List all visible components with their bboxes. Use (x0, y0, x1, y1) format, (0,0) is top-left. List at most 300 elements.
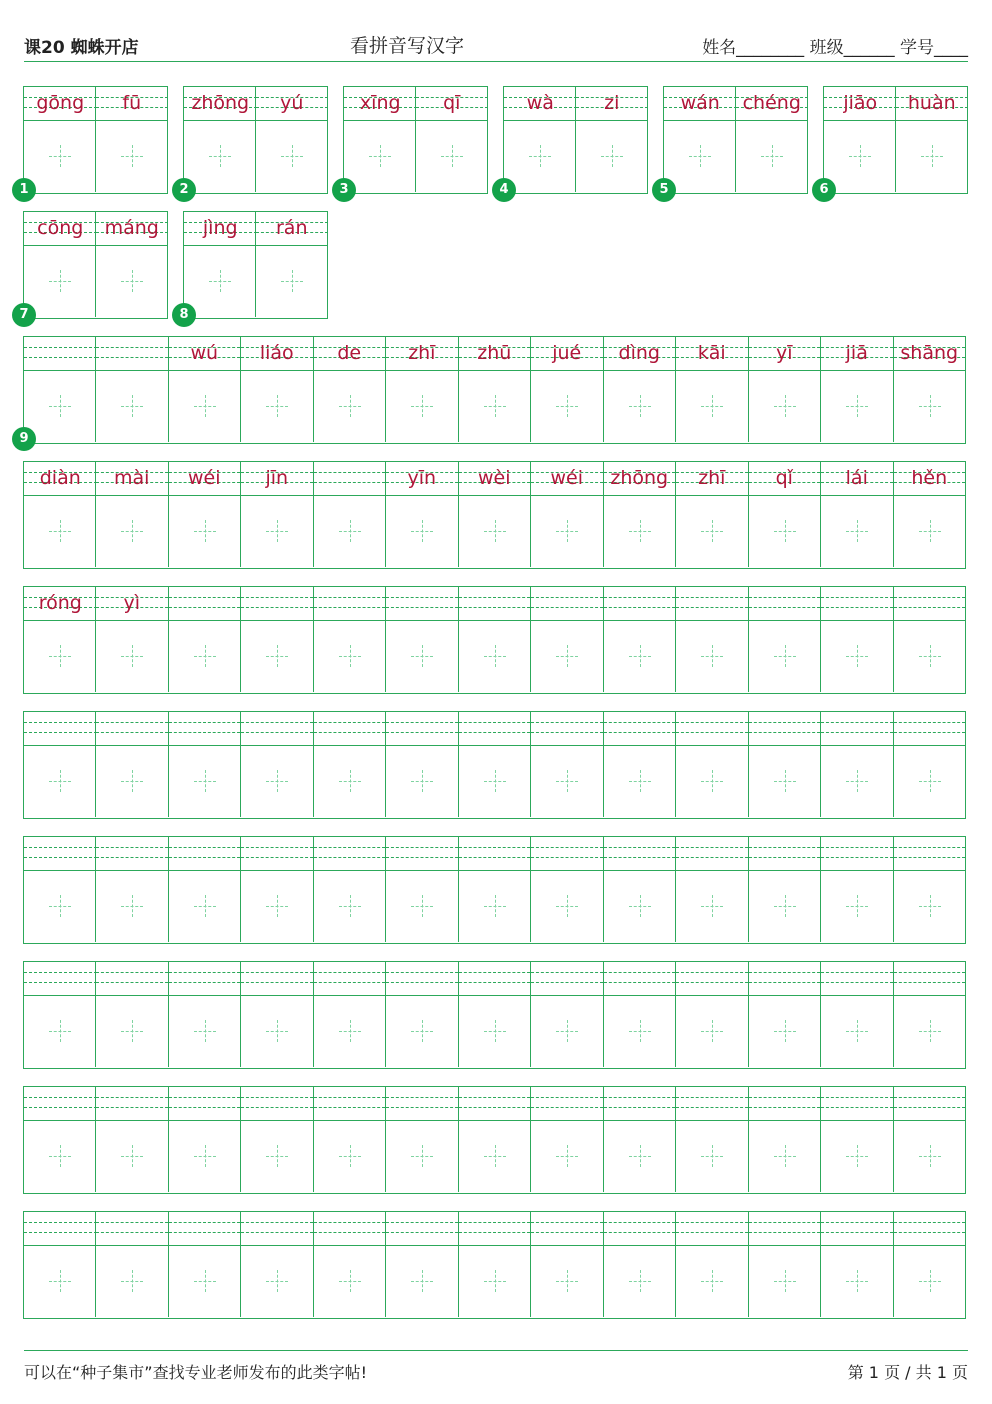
pinyin-label: róng (38, 592, 82, 614)
pinyin-zone (749, 1087, 821, 1121)
cell-center-guide (422, 1145, 423, 1167)
char-cell[interactable] (313, 337, 386, 442)
pinyin-zone (386, 337, 458, 371)
char-cell[interactable] (675, 337, 748, 442)
cell-center-guide (712, 395, 713, 417)
pinyin-guide-line (749, 1222, 821, 1223)
char-cell[interactable] (344, 87, 417, 192)
pinyin-guide-line (821, 972, 893, 973)
char-cell[interactable] (95, 962, 168, 1067)
pinyin-guide-line (314, 597, 386, 598)
pinyin-guide-line (169, 972, 241, 973)
pinyin-zone (96, 337, 168, 371)
char-cell[interactable] (820, 962, 893, 1067)
pinyin-zone (894, 712, 966, 746)
pinyin-guide-line (459, 722, 531, 723)
char-cell[interactable] (385, 962, 458, 1067)
char-cell[interactable] (748, 337, 821, 442)
char-cell[interactable] (458, 462, 531, 567)
char-cell[interactable] (675, 962, 748, 1067)
char-cell[interactable] (385, 337, 458, 442)
pinyin-guide-line (241, 1107, 313, 1108)
cell-center-guide (857, 520, 858, 542)
char-cell[interactable] (385, 462, 458, 567)
pinyin-zone (169, 1087, 241, 1121)
pinyin-zone (24, 837, 97, 871)
cell-center-guide (567, 1020, 568, 1042)
cell-center-guide (567, 770, 568, 792)
cell-center-guide (205, 1020, 206, 1042)
cell-center-guide (567, 1270, 568, 1292)
char-cell[interactable] (893, 962, 966, 1067)
pinyin-label: zi (604, 92, 620, 114)
pinyin-guide-line (749, 857, 821, 858)
char-cell[interactable] (385, 837, 458, 942)
cell-center-guide (567, 895, 568, 917)
pinyin-zone (386, 712, 458, 746)
pinyin-guide-line (314, 857, 386, 858)
cell-center-guide (350, 1145, 351, 1167)
pinyin-zone (314, 337, 386, 371)
cell-center-guide (422, 895, 423, 917)
cell-center-guide (785, 895, 786, 917)
pinyin-guide-line (241, 982, 313, 983)
char-cell[interactable] (458, 1087, 531, 1192)
pinyin-guide-line (821, 607, 893, 608)
char-cell[interactable] (24, 837, 97, 942)
pinyin-guide-line (459, 982, 531, 983)
pinyin-zone (821, 712, 893, 746)
cell-center-guide (712, 1270, 713, 1292)
char-cell[interactable] (748, 962, 821, 1067)
char-cell[interactable] (24, 212, 97, 317)
char-cell[interactable] (748, 1087, 821, 1192)
char-cell[interactable] (820, 712, 893, 817)
pinyin-guide-line (821, 857, 893, 858)
pinyin-zone (894, 962, 966, 996)
pinyin-guide-line (169, 722, 241, 723)
cell-center-guide (205, 1270, 206, 1292)
pinyin-zone (531, 462, 603, 496)
question-number-badge: 6 (812, 178, 836, 202)
pinyin-guide-line (314, 1222, 386, 1223)
char-cell[interactable] (893, 587, 966, 692)
char-grid-block (23, 336, 966, 444)
char-cell[interactable] (168, 837, 241, 942)
char-cell[interactable] (603, 962, 676, 1067)
pinyin-guide-line (241, 607, 313, 608)
cell-center-guide (422, 1020, 423, 1042)
pinyin-guide-line (386, 1107, 458, 1108)
pinyin-zone (821, 962, 893, 996)
char-cell[interactable] (530, 587, 603, 692)
pinyin-guide-line (749, 972, 821, 973)
cell-center-guide (60, 270, 61, 292)
char-cell[interactable] (530, 337, 603, 442)
pinyin-guide-line (676, 1107, 748, 1108)
question-number-badge: 5 (652, 178, 676, 202)
pinyin-label: wà (526, 92, 554, 114)
char-cell[interactable] (95, 212, 168, 317)
pinyin-guide-line (386, 847, 458, 848)
cell-center-guide (60, 1020, 61, 1042)
char-cell[interactable] (168, 587, 241, 692)
char-cell[interactable] (24, 587, 97, 692)
char-cell[interactable] (504, 87, 577, 192)
char-cell[interactable] (240, 962, 313, 1067)
cell-center-guide (60, 520, 61, 542)
pinyin-guide-line (169, 1107, 241, 1108)
pinyin-zone (676, 962, 748, 996)
pinyin-label: diàn (39, 467, 81, 489)
char-cell[interactable] (458, 837, 531, 942)
pinyin-zone (386, 962, 458, 996)
pinyin-guide-line (24, 357, 97, 358)
char-cell[interactable] (95, 87, 168, 192)
pinyin-zone (24, 1087, 97, 1121)
pinyin-guide-line (531, 607, 603, 608)
cell-center-guide (350, 395, 351, 417)
cell-center-guide (205, 645, 206, 667)
char-cell[interactable] (603, 1087, 676, 1192)
pinyin-guide-line (96, 982, 168, 983)
cell-center-guide (132, 145, 133, 167)
pinyin-guide-line (169, 607, 241, 608)
char-cell[interactable] (168, 1087, 241, 1192)
char-cell[interactable] (168, 1212, 241, 1317)
char-cell[interactable] (530, 962, 603, 1067)
char-cell[interactable] (530, 1087, 603, 1192)
cell-center-guide (712, 520, 713, 542)
char-cell[interactable] (675, 837, 748, 942)
cell-center-guide (277, 1145, 278, 1167)
char-cell[interactable] (893, 837, 966, 942)
char-cell[interactable] (458, 337, 531, 442)
char-cell[interactable] (168, 462, 241, 567)
cell-center-guide (495, 645, 496, 667)
char-grid-block (503, 86, 648, 194)
pinyin-zone (894, 462, 966, 496)
pinyin-zone (736, 87, 808, 121)
pinyin-zone (241, 587, 313, 621)
char-cell[interactable] (603, 712, 676, 817)
cell-center-guide (495, 520, 496, 542)
char-cell[interactable] (385, 712, 458, 817)
char-cell[interactable] (255, 212, 328, 317)
char-cell[interactable] (603, 337, 676, 442)
pinyin-guide-line (459, 1232, 531, 1233)
char-cell[interactable] (95, 837, 168, 942)
pinyin-zone (169, 462, 241, 496)
pinyin-guide-line (386, 597, 458, 598)
cell-center-guide (60, 1270, 61, 1292)
char-cell[interactable] (184, 87, 257, 192)
char-cell[interactable] (748, 837, 821, 942)
char-cell[interactable] (530, 712, 603, 817)
pinyin-guide-line (531, 972, 603, 973)
pinyin-guide-line (821, 1107, 893, 1108)
cell-center-guide (350, 1020, 351, 1042)
char-cell[interactable] (820, 587, 893, 692)
char-cell[interactable] (748, 587, 821, 692)
char-cell[interactable] (895, 87, 968, 192)
pinyin-zone (241, 1212, 313, 1246)
pinyin-guide-line (894, 972, 966, 973)
char-cell[interactable] (530, 837, 603, 942)
char-cell[interactable] (240, 1212, 313, 1317)
char-cell[interactable] (893, 712, 966, 817)
pinyin-guide-line (749, 607, 821, 608)
char-cell[interactable] (575, 87, 648, 192)
char-cell[interactable] (313, 462, 386, 567)
pinyin-guide-line (604, 847, 676, 848)
char-cell[interactable] (95, 462, 168, 567)
pinyin-zone (824, 87, 897, 121)
char-cell[interactable] (24, 712, 97, 817)
char-cell[interactable] (184, 212, 257, 317)
char-cell[interactable] (95, 1212, 168, 1317)
char-cell[interactable] (385, 587, 458, 692)
char-cell[interactable] (24, 962, 97, 1067)
char-cell[interactable] (458, 712, 531, 817)
char-cell[interactable] (95, 337, 168, 442)
pinyin-label: jìng (202, 217, 238, 239)
cell-center-guide (640, 645, 641, 667)
cell-center-guide (132, 1270, 133, 1292)
char-cell[interactable] (893, 337, 966, 442)
pinyin-guide-line (386, 722, 458, 723)
pinyin-guide-line (821, 1222, 893, 1223)
char-cell[interactable] (24, 87, 97, 192)
cell-center-guide (640, 395, 641, 417)
cell-center-guide (857, 645, 858, 667)
char-cell[interactable] (603, 587, 676, 692)
cell-center-guide (640, 520, 641, 542)
cell-center-guide (495, 770, 496, 792)
char-cell[interactable] (603, 462, 676, 567)
char-cell[interactable] (603, 837, 676, 942)
pinyin-guide-line (749, 982, 821, 983)
pinyin-guide-line (604, 972, 676, 973)
char-cell[interactable] (893, 1212, 966, 1317)
pinyin-zone (96, 587, 168, 621)
char-cell[interactable] (675, 712, 748, 817)
char-cell[interactable] (313, 587, 386, 692)
char-cell[interactable] (255, 87, 328, 192)
pinyin-label: dìng (618, 342, 660, 364)
char-cell[interactable] (458, 1212, 531, 1317)
pinyin-zone (96, 1212, 168, 1246)
pinyin-zone (459, 462, 531, 496)
char-cell[interactable] (168, 962, 241, 1067)
pinyin-guide-line (604, 722, 676, 723)
pinyin-label: qǐ (775, 467, 793, 489)
char-cell[interactable] (664, 87, 737, 192)
cell-center-guide (132, 645, 133, 667)
char-cell[interactable] (893, 1087, 966, 1192)
pinyin-zone (386, 1212, 458, 1246)
cell-center-guide (350, 520, 351, 542)
cell-center-guide (452, 145, 453, 167)
char-cell[interactable] (748, 1212, 821, 1317)
char-cell[interactable] (24, 337, 97, 442)
pinyin-guide-line (96, 357, 168, 358)
pinyin-label: zhōng (191, 92, 250, 114)
pinyin-guide-line (821, 597, 893, 598)
char-cell[interactable] (530, 1212, 603, 1317)
pinyin-guide-line (531, 1232, 603, 1233)
pinyin-zone (96, 837, 168, 871)
char-cell[interactable] (95, 1087, 168, 1192)
pinyin-guide-line (96, 1107, 168, 1108)
pinyin-zone (604, 587, 676, 621)
char-cell[interactable] (458, 587, 531, 692)
question-number-badge: 1 (12, 178, 36, 202)
pinyin-guide-line (386, 1222, 458, 1223)
student-info-fields[interactable]: 姓名________ 班级______ 学号____ (702, 38, 968, 58)
cell-center-guide (930, 395, 931, 417)
pinyin-guide-line (96, 857, 168, 858)
char-cell[interactable] (168, 337, 241, 442)
pinyin-zone (459, 837, 531, 871)
char-cell[interactable] (675, 587, 748, 692)
pinyin-guide-line (821, 1097, 893, 1098)
pinyin-zone (24, 587, 97, 621)
pinyin-zone (604, 337, 676, 371)
char-cell[interactable] (530, 462, 603, 567)
pinyin-guide-line (531, 857, 603, 858)
pinyin-zone (604, 462, 676, 496)
char-cell[interactable] (313, 962, 386, 1067)
cell-center-guide (857, 1270, 858, 1292)
char-cell[interactable] (240, 1087, 313, 1192)
char-cell[interactable] (24, 462, 97, 567)
char-grid-block (183, 86, 328, 194)
pinyin-label: mài (114, 467, 150, 489)
pinyin-guide-line (24, 857, 97, 858)
pinyin-guide-line (241, 1222, 313, 1223)
char-cell[interactable] (820, 837, 893, 942)
char-cell[interactable] (313, 712, 386, 817)
char-cell[interactable] (313, 1212, 386, 1317)
pinyin-guide-line (459, 607, 531, 608)
pinyin-guide-line (314, 1097, 386, 1098)
char-cell[interactable] (603, 1212, 676, 1317)
pinyin-zone (676, 1212, 748, 1246)
pinyin-label: wéi (187, 467, 221, 489)
char-cell[interactable] (735, 87, 808, 192)
pinyin-guide-line (894, 1222, 966, 1223)
char-cell[interactable] (824, 87, 897, 192)
char-cell[interactable] (240, 712, 313, 817)
char-cell[interactable] (313, 1087, 386, 1192)
pinyin-guide-line (314, 982, 386, 983)
question-number-badge: 3 (332, 178, 356, 202)
char-cell[interactable] (385, 1212, 458, 1317)
pinyin-guide-line (604, 1232, 676, 1233)
pinyin-zone (416, 87, 488, 121)
char-grid-block (183, 211, 328, 319)
char-cell[interactable] (24, 1087, 97, 1192)
char-grid-block (23, 211, 168, 319)
cell-center-guide (640, 1270, 641, 1292)
char-grid-block (23, 836, 966, 944)
char-cell[interactable] (675, 1212, 748, 1317)
pinyin-guide-line (241, 972, 313, 973)
char-cell[interactable] (240, 337, 313, 442)
cell-center-guide (640, 1020, 641, 1042)
pinyin-zone (531, 337, 603, 371)
char-cell[interactable] (313, 837, 386, 942)
char-cell[interactable] (820, 1087, 893, 1192)
pinyin-zone (676, 837, 748, 871)
char-cell[interactable] (675, 1087, 748, 1192)
cell-center-guide (60, 1145, 61, 1167)
footer-note: 可以在“种子集市”查找专业老师发布的此类字帖! (24, 1363, 367, 1382)
pinyin-guide-line (96, 847, 168, 848)
cell-center-guide (205, 1145, 206, 1167)
pinyin-guide-line (459, 1097, 531, 1098)
pinyin-guide-line (24, 972, 97, 973)
char-cell[interactable] (95, 712, 168, 817)
pinyin-zone (504, 87, 577, 121)
pinyin-guide-line (169, 847, 241, 848)
pinyin-label: wéi (550, 467, 583, 489)
pinyin-guide-line (604, 857, 676, 858)
char-cell[interactable] (240, 837, 313, 942)
char-cell[interactable] (168, 712, 241, 817)
char-cell[interactable] (95, 587, 168, 692)
char-cell[interactable] (820, 462, 893, 567)
pinyin-guide-line (604, 607, 676, 608)
char-cell[interactable] (240, 462, 313, 567)
pinyin-guide-line (24, 1232, 97, 1233)
pinyin-guide-line (749, 1107, 821, 1108)
cell-center-guide (930, 770, 931, 792)
pinyin-label: cōng (37, 217, 84, 239)
char-cell[interactable] (415, 87, 488, 192)
pinyin-zone (386, 587, 458, 621)
pinyin-guide-line (24, 347, 97, 348)
pinyin-zone (894, 587, 966, 621)
cell-center-guide (132, 395, 133, 417)
pinyin-guide-line (894, 722, 966, 723)
char-cell[interactable] (240, 587, 313, 692)
char-cell[interactable] (893, 462, 966, 567)
char-cell[interactable] (748, 712, 821, 817)
pinyin-guide-line (314, 1232, 386, 1233)
cell-center-guide (277, 645, 278, 667)
pinyin-label: zhōng (610, 467, 669, 489)
char-cell[interactable] (458, 962, 531, 1067)
pinyin-zone (169, 1212, 241, 1246)
char-cell[interactable] (24, 1212, 97, 1317)
cell-center-guide (277, 520, 278, 542)
char-cell[interactable] (820, 337, 893, 442)
pinyin-zone (344, 87, 417, 121)
cell-center-guide (785, 645, 786, 667)
char-cell[interactable] (748, 462, 821, 567)
pinyin-guide-line (96, 1097, 168, 1098)
pinyin-zone (604, 1212, 676, 1246)
char-cell[interactable] (820, 1212, 893, 1317)
cell-center-guide (422, 520, 423, 542)
cell-center-guide (422, 770, 423, 792)
pinyin-zone (314, 962, 386, 996)
char-cell[interactable] (675, 462, 748, 567)
pinyin-label: chéng (742, 92, 801, 114)
char-cell[interactable] (385, 1087, 458, 1192)
